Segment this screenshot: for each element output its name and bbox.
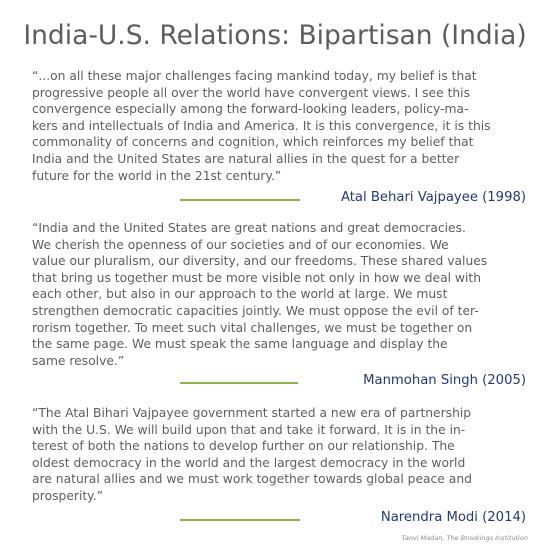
quote-block-vajpayee xyxy=(32,68,526,206)
attribution-row xyxy=(32,369,526,391)
page-title: India-U.S. Relations: Bipartisan (India) xyxy=(23,20,527,51)
quote-author: Manmohan Singh (2005) xyxy=(363,373,526,389)
quote-line: commonality of concerns and cognition, which reinforces my belief that xyxy=(32,135,474,150)
quote-author: Atal Behari Vajpayee (1998) xyxy=(340,190,526,206)
quote-line: oldest democracy in the world and the largest democracy in the world xyxy=(32,455,466,470)
quote-line: India and the United States are natural allies in the quest for a better xyxy=(32,151,460,166)
quote-line: kers and intellectuals of India and America. It is this convergence, it is this xyxy=(32,118,491,133)
quote-line: the same page. We must speak the same language and display the xyxy=(32,337,448,352)
quote-line: strengthen democratic capacities jointly. We must oppose the evil of ter- xyxy=(32,303,479,318)
quote-block-singh xyxy=(32,220,526,391)
divider-rule xyxy=(180,382,298,384)
quote-line: prosperity.” xyxy=(32,488,103,503)
attribution-row xyxy=(32,505,526,527)
quote-line: rorism together. To meet such vital challenges, we must be together on xyxy=(32,320,473,335)
quote-text xyxy=(32,68,526,184)
quote-line: future for the world in the 21st century.” xyxy=(32,168,282,183)
attribution-row xyxy=(32,184,526,206)
quote-line: We cherish the openness of our societies and of our economies. We xyxy=(32,237,449,252)
quote-line: “The Atal Bihari Vajpayee government started a new era of partnership xyxy=(32,406,472,420)
quote-line: convergence especially among the forward-looking leaders, policy-ma- xyxy=(32,102,469,117)
quote-line: same resolve.” xyxy=(32,353,125,368)
quote-author: Narendra Modi (2014) xyxy=(380,509,526,525)
quote-line: are natural allies and we must work together towards global peace and xyxy=(32,472,472,487)
quote-line: progressive people all over the world have convergent views. I see this xyxy=(32,85,471,100)
quote-line: value our pluralism, our diversity, and our freedoms. These shared values xyxy=(32,254,488,269)
quote-line: with the U.S. We will build upon that and take it forward. It is in the in- xyxy=(32,422,466,437)
quote-line: “...on all these major challenges facing mankind today, my belief is that xyxy=(32,69,477,83)
source-credit: Tanvi Madan, The Brookings Institution xyxy=(401,534,528,542)
divider-rule xyxy=(180,199,300,201)
quote-line: that bring us together must be more visible not only in how we deal with xyxy=(32,270,482,285)
quote-line: terest of both the nations to develop further on our relationship. The xyxy=(32,439,455,454)
quote-block-modi xyxy=(32,405,526,527)
quote-line: each other, but also in our approach to the world at large. We must xyxy=(32,287,448,302)
quote-line: “India and the United States are great nations and great democracies. xyxy=(32,221,466,235)
divider-rule xyxy=(180,519,300,521)
quote-text xyxy=(32,405,526,505)
quote-text xyxy=(32,220,526,369)
